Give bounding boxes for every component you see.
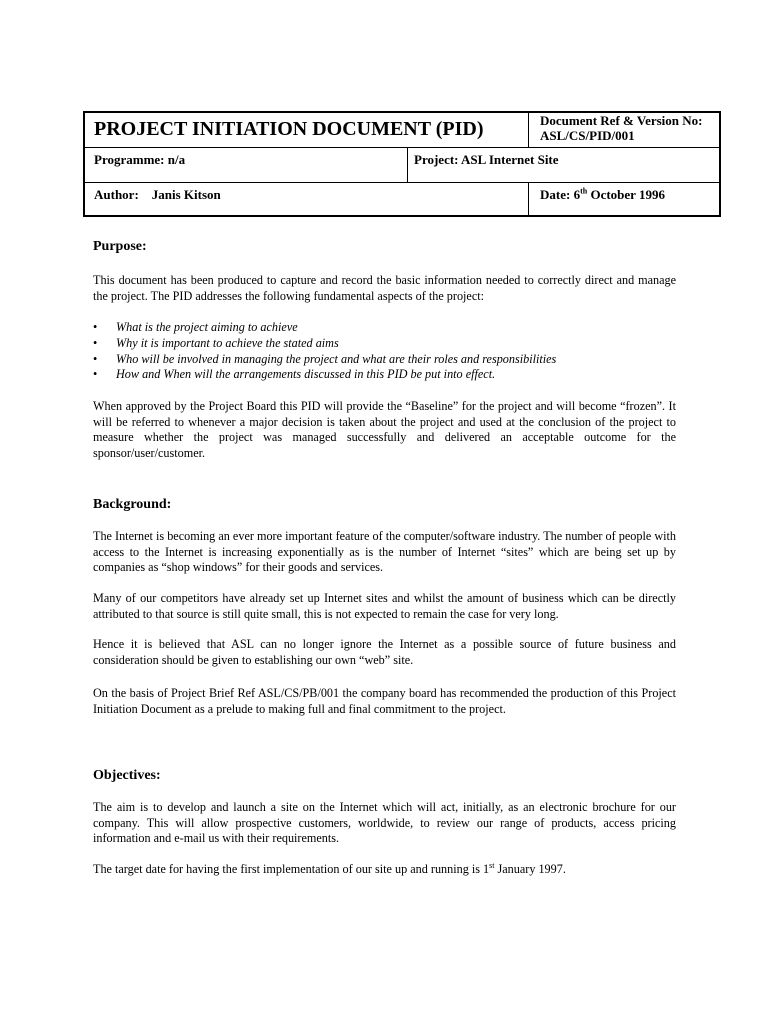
divider: [407, 147, 408, 183]
divider: [85, 182, 719, 183]
background-heading: Background:: [93, 497, 172, 512]
purpose-heading: Purpose:: [93, 239, 147, 254]
document-ref-label: Document Ref & Version No:: [540, 113, 703, 128]
background-paragraph-4: On the basis of Project Brief Ref ASL/CS/PB/001 the company board has recommended the production of this Project Initiation Document as a prelude to making full and final commitment to the project.: [93, 686, 676, 716]
date-text-suffix: October 1996: [587, 187, 665, 202]
divider: [528, 182, 529, 215]
programme-field: Programme: n/a: [94, 152, 186, 167]
date-text: Date: 6: [540, 187, 581, 202]
purpose-intro: This document has been produced to capture and record the basic information needed to correctly direct and manage the project. The PID addresses the following fundamental aspects of the project:: [93, 273, 676, 303]
objectives-heading: Objectives:: [93, 768, 161, 783]
header-table: [83, 111, 721, 217]
objectives-target-superscript: st: [489, 860, 495, 870]
list-item: • How and When will the arrangements discussed in this PID be put into effect.: [93, 367, 693, 383]
date-superscript: th: [580, 186, 588, 196]
list-item: • What is the project aiming to achieve: [93, 320, 693, 336]
purpose-baseline: When approved by the Project Board this PID will provide the “Baseline” for the project and will become “frozen”. It will be referred to whenever a major decision is taken about the project and used at the conclusion of the project to measure whether the project was managed successfully and delivered an acceptable outcome for the sponsor/user/customer.: [93, 399, 676, 460]
background-paragraph-2: Many of our competitors have already set up Internet sites and whilst the amount of business which can be directly attributed to that source is still quite small, this is not expected to remain the case for very long.: [93, 591, 676, 621]
purpose-bullet-list: [93, 320, 693, 383]
date-field: [540, 187, 665, 202]
objectives-target-text: The target date for having the first implementation of our site up and running is 1: [93, 862, 490, 876]
objectives-target-text-suffix: January 1997.: [494, 862, 566, 876]
background-paragraph-1: The Internet is becoming an ever more important feature of the computer/software industry. The number of people with access to the Internet is increasing exponentially as is the number of Internet “sites” which are being set up by companies as “shop windows” for their goods and services.: [93, 529, 676, 575]
objectives-paragraph-1: The aim is to develop and launch a site on the Internet which will act, initially, as an electronic brochure for our company. This will allow prospective customers, worldwide, to review our range of products, access pricing information and e-mail us with their requirements.: [93, 800, 676, 846]
document-ref-value: ASL/CS/PID/001: [540, 128, 635, 143]
document-title: PROJECT INITIATION DOCUMENT (PID): [94, 118, 484, 140]
document-ref: [540, 113, 720, 143]
divider: [528, 113, 529, 148]
background-paragraph-3: Hence it is believed that ASL can no longer ignore the Internet as a possible source of future business and consideration should be given to establishing our own “web” site.: [93, 637, 676, 667]
list-item: • Who will be involved in managing the project and what are their roles and responsibilities: [93, 352, 693, 368]
author-name: Janis Kitson: [151, 187, 221, 202]
divider: [85, 147, 719, 148]
objectives-paragraph-2: [93, 862, 676, 878]
author-field: [94, 187, 221, 202]
author-label: Author:: [94, 187, 139, 202]
project-field: Project: ASL Internet Site: [414, 152, 559, 167]
list-item: • Why it is important to achieve the stated aims: [93, 336, 693, 352]
